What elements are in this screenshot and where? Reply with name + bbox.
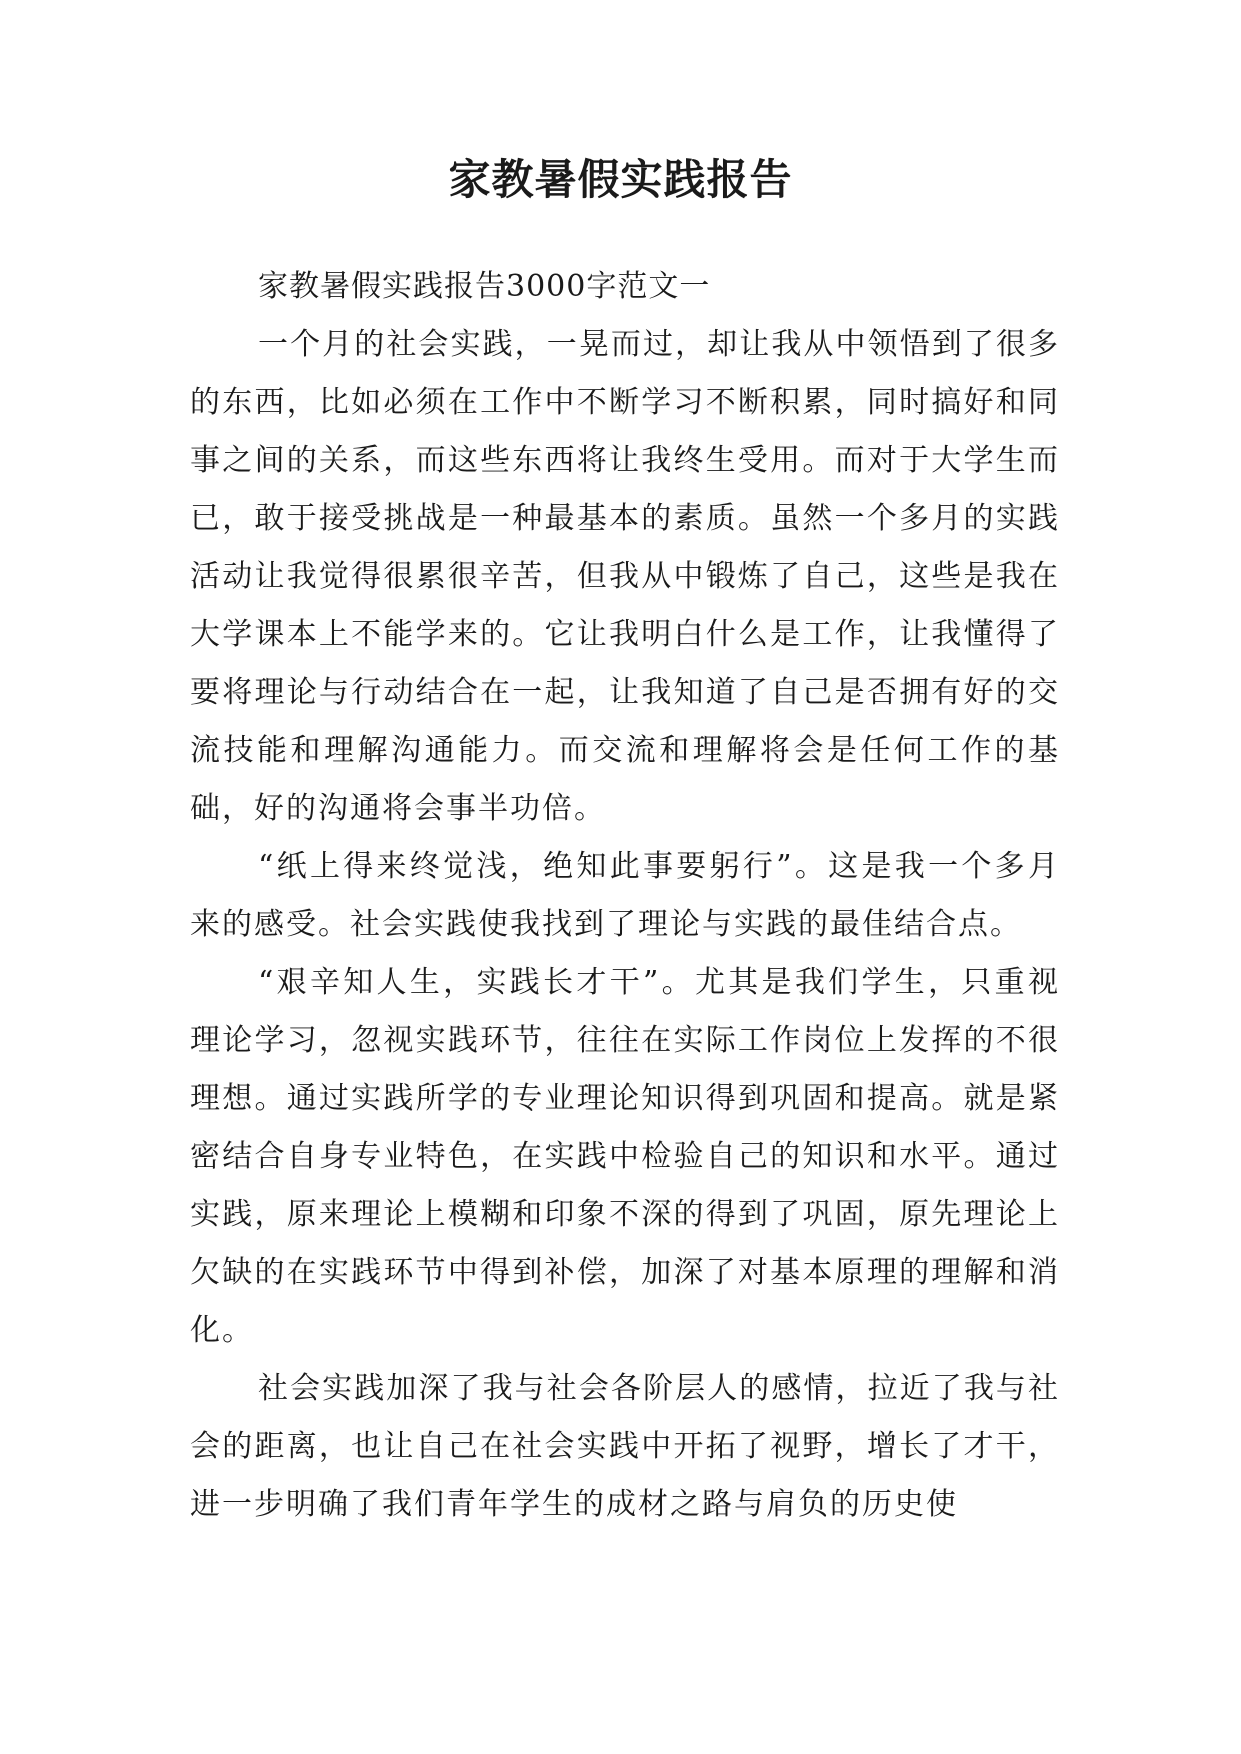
paragraph: 一个月的社会实践，一晃而过，却让我从中领悟到了很多的东西，比如必须在工作中不断学习不断积累，同时搞好和同事之间的关系，而这些东西将让我终生受用。而对于大学生而已，敢于接受挑战是一种最基本的素质。虽然一个多月的实践活动让我觉得很累很辛苦，但我从中锻炼了自己，这些是我在大学课本上不能学来的。它让我明白什么是工作，让我懂得了要将理论与行动结合在一起，让我知道了自己是否拥有好的交流技能和理解沟通能力。而交流和理解将会是任何工作的基础，好的沟通将会事半功倍。 <box>190 327 1060 826</box>
paragraph: 社会实践加深了我与社会各阶层人的感情，拉近了我与社会的距离，也让自己在社会实践中开拓了视野，增长了才干，进一步明确了我们青年学生的成材之路与肩负的历史使 <box>190 1371 1060 1522</box>
section-heading: 家教暑假实践报告3000字范文一 <box>258 269 711 304</box>
paragraph: “纸上得来终觉浅，绝知此事要躬行”。这是我一个多月来的感受。社会实践使我找到了理论与实践的最佳结合点。 <box>190 849 1060 942</box>
document-title: 家教暑假实践报告 <box>448 155 793 204</box>
paragraph: “艰辛知人生，实践长才干”。尤其是我们学生，只重视理论学习，忽视实践环节，往往在实际工作岗位上发挥的不很理想。通过实践所学的专业理论知识得到巩固和提高。就是紧密结合自身专业特色，在实践中检验自己的知识和水平。通过实践，原来理论上模糊和印象不深的得到了巩固，原先理论上欠缺的在实践环节中得到补偿，加深了对基本原理的理解和消化。 <box>190 965 1060 1348</box>
document-body <box>190 258 1060 1534</box>
